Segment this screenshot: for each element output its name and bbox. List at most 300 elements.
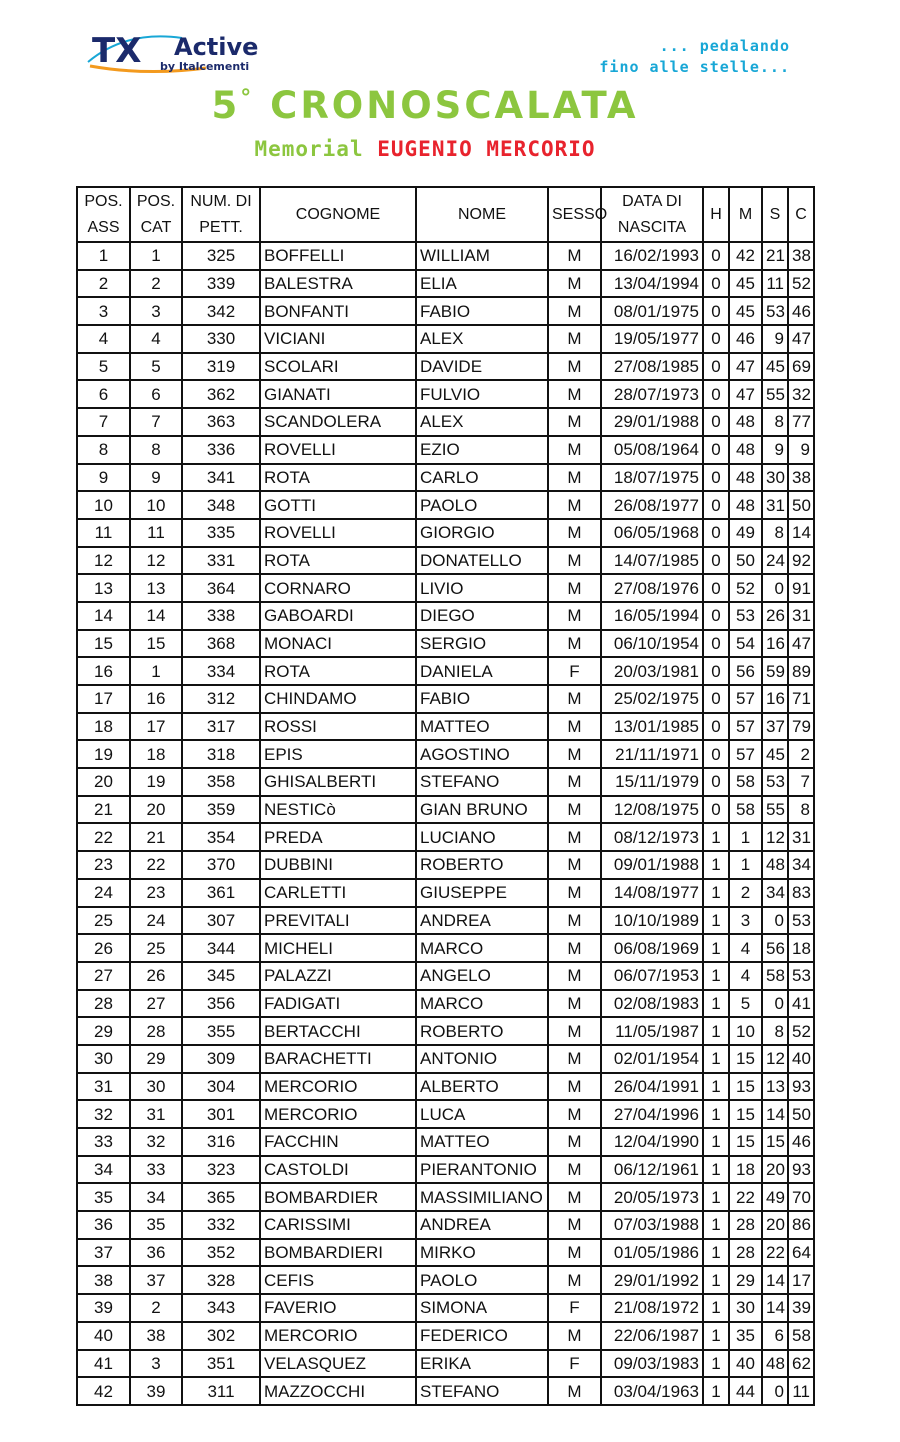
cell-pos-cat: 31: [130, 1100, 182, 1128]
cell-hours: 0: [703, 436, 729, 464]
cell-hours: 1: [703, 934, 729, 962]
cell-seconds: 0: [762, 574, 788, 602]
cell-minutes: 18: [729, 1156, 762, 1184]
cell-bib-number: 361: [182, 879, 260, 907]
cell-seconds: 45: [762, 353, 788, 381]
cell-hours: 0: [703, 547, 729, 575]
cell-birth-date: 09/01/1988: [601, 851, 703, 879]
table-row: [77, 823, 814, 851]
cell-pos-cat: 22: [130, 851, 182, 879]
cell-seconds: 14: [762, 1100, 788, 1128]
cell-surname: PALAZZI: [260, 962, 416, 990]
table-row: [77, 1183, 814, 1211]
cell-first-name: PAOLO: [416, 491, 548, 519]
cell-bib-number: 342: [182, 297, 260, 325]
cell-sex: M: [548, 491, 601, 519]
cell-bib-number: 351: [182, 1350, 260, 1378]
cell-hundredths: 53: [788, 962, 814, 990]
cell-first-name: LUCIANO: [416, 823, 548, 851]
cell-first-name: MATTEO: [416, 1128, 548, 1156]
header-bib-number-line: NUM. DI: [190, 192, 252, 210]
cell-minutes: 49: [729, 519, 762, 547]
cell-first-name: PIERANTONIO: [416, 1156, 548, 1184]
cell-pos-cat: 33: [130, 1156, 182, 1184]
cell-bib-number: 325: [182, 242, 260, 270]
cell-surname: BOFFELLI: [260, 242, 416, 270]
cell-first-name: MIRKO: [416, 1239, 548, 1267]
cell-birth-date: 12/04/1990: [601, 1128, 703, 1156]
cell-seconds: 9: [762, 436, 788, 464]
cell-first-name: MARCO: [416, 990, 548, 1018]
cell-hundredths: 79: [788, 713, 814, 741]
cell-hundredths: 71: [788, 685, 814, 713]
header-sex-line: SESSO: [552, 205, 608, 223]
header-pos-ass: [77, 187, 130, 242]
cell-birth-date: 22/06/1987: [601, 1322, 703, 1350]
cell-birth-date: 06/05/1968: [601, 519, 703, 547]
cell-seconds: 11: [762, 270, 788, 298]
cell-bib-number: 317: [182, 713, 260, 741]
cell-first-name: ALEX: [416, 408, 548, 436]
cell-bib-number: 323: [182, 1156, 260, 1184]
cell-hours: 0: [703, 574, 729, 602]
cell-pos-ass: 4: [77, 325, 130, 353]
cell-pos-cat: 18: [130, 740, 182, 768]
cell-pos-cat: 3: [130, 1350, 182, 1378]
cell-bib-number: 348: [182, 491, 260, 519]
cell-birth-date: 18/07/1975: [601, 464, 703, 492]
cell-first-name: PAOLO: [416, 1266, 548, 1294]
cell-hours: 1: [703, 990, 729, 1018]
table-row: [77, 1073, 814, 1101]
cell-pos-cat: 26: [130, 962, 182, 990]
cell-pos-cat: 30: [130, 1073, 182, 1101]
cell-hours: 0: [703, 685, 729, 713]
cell-sex: M: [548, 740, 601, 768]
cell-pos-ass: 19: [77, 740, 130, 768]
cell-bib-number: 319: [182, 353, 260, 381]
cell-bib-number: 365: [182, 1183, 260, 1211]
cell-surname: GHISALBERTI: [260, 768, 416, 796]
cell-pos-cat: 4: [130, 325, 182, 353]
cell-pos-ass: 34: [77, 1156, 130, 1184]
cell-bib-number: 331: [182, 547, 260, 575]
cell-birth-date: 29/01/1992: [601, 1266, 703, 1294]
cell-hundredths: 89: [788, 657, 814, 685]
cell-sex: M: [548, 574, 601, 602]
cell-hundredths: 8: [788, 796, 814, 824]
cell-first-name: MATTEO: [416, 713, 548, 741]
tagline-line-2: fino alle stelle...: [599, 58, 790, 76]
cell-first-name: ANGELO: [416, 962, 548, 990]
logo-active-text: Active: [174, 33, 259, 61]
cell-hours: 0: [703, 242, 729, 270]
table-row: [77, 768, 814, 796]
cell-hundredths: 52: [788, 1017, 814, 1045]
cell-sex: M: [548, 1017, 601, 1045]
cell-pos-ass: 36: [77, 1211, 130, 1239]
cell-sex: M: [548, 713, 601, 741]
cell-seconds: 6: [762, 1322, 788, 1350]
cell-pos-cat: 2: [130, 1294, 182, 1322]
cell-minutes: 4: [729, 934, 762, 962]
cell-surname: GOTTI: [260, 491, 416, 519]
cell-seconds: 56: [762, 934, 788, 962]
cell-surname: GIANATI: [260, 380, 416, 408]
cell-birth-date: 10/10/1989: [601, 907, 703, 935]
cell-bib-number: 356: [182, 990, 260, 1018]
cell-bib-number: 332: [182, 1211, 260, 1239]
cell-pos-cat: 9: [130, 464, 182, 492]
cell-first-name: FULVIO: [416, 380, 548, 408]
cell-pos-ass: 15: [77, 630, 130, 658]
cell-minutes: 15: [729, 1100, 762, 1128]
cell-birth-date: 28/07/1973: [601, 380, 703, 408]
cell-pos-cat: 2: [130, 270, 182, 298]
cell-hundredths: 77: [788, 408, 814, 436]
cell-pos-cat: 28: [130, 1017, 182, 1045]
table-row: [77, 1211, 814, 1239]
cell-seconds: 14: [762, 1294, 788, 1322]
cell-pos-cat: 35: [130, 1211, 182, 1239]
cell-hours: 1: [703, 907, 729, 935]
cell-surname: FADIGATI: [260, 990, 416, 1018]
cell-pos-cat: 5: [130, 353, 182, 381]
cell-pos-ass: 1: [77, 242, 130, 270]
cell-first-name: FABIO: [416, 685, 548, 713]
cell-surname: BONFANTI: [260, 297, 416, 325]
table-row: [77, 879, 814, 907]
cell-sex: M: [548, 1266, 601, 1294]
header-minutes-line: M: [738, 205, 753, 223]
cell-hundredths: 50: [788, 1100, 814, 1128]
header-bib-number-line: PETT.: [199, 218, 243, 236]
cell-sex: M: [548, 242, 601, 270]
cell-first-name: DAVIDE: [416, 353, 548, 381]
header-bib-number: [182, 187, 260, 242]
table-row: [77, 1156, 814, 1184]
table-row: [77, 1266, 814, 1294]
cell-minutes: 15: [729, 1128, 762, 1156]
table-row: [77, 574, 814, 602]
cell-birth-date: 07/03/1988: [601, 1211, 703, 1239]
cell-first-name: GIORGIO: [416, 519, 548, 547]
cell-surname: CASTOLDI: [260, 1156, 416, 1184]
cell-sex: M: [548, 1322, 601, 1350]
cell-birth-date: 11/05/1987: [601, 1017, 703, 1045]
cell-hours: 0: [703, 519, 729, 547]
cell-hours: 1: [703, 1156, 729, 1184]
cell-hundredths: 46: [788, 1128, 814, 1156]
cell-first-name: STEFANO: [416, 1377, 548, 1405]
cell-pos-ass: 24: [77, 879, 130, 907]
cell-bib-number: 316: [182, 1128, 260, 1156]
cell-hundredths: 40: [788, 1045, 814, 1073]
subtitle-memorial: Memorial: [254, 137, 378, 161]
cell-first-name: CARLO: [416, 464, 548, 492]
cell-seconds: 53: [762, 768, 788, 796]
header-first-name-line: NOME: [458, 205, 506, 223]
cell-pos-cat: 1: [130, 242, 182, 270]
cell-minutes: 15: [729, 1045, 762, 1073]
cell-sex: M: [548, 1073, 601, 1101]
cell-hours: 1: [703, 1100, 729, 1128]
cell-hours: 1: [703, 1017, 729, 1045]
cell-hours: 1: [703, 851, 729, 879]
cell-pos-cat: 27: [130, 990, 182, 1018]
table-row: [77, 713, 814, 741]
cell-hundredths: 7: [788, 768, 814, 796]
cell-hundredths: 93: [788, 1156, 814, 1184]
cell-surname: EPIS: [260, 740, 416, 768]
cell-pos-ass: 8: [77, 436, 130, 464]
cell-minutes: 45: [729, 297, 762, 325]
table-row: [77, 990, 814, 1018]
cell-sex: M: [548, 768, 601, 796]
cell-bib-number: 339: [182, 270, 260, 298]
cell-pos-ass: 23: [77, 851, 130, 879]
cell-sex: M: [548, 297, 601, 325]
cell-surname: DUBBINI: [260, 851, 416, 879]
cell-pos-ass: 16: [77, 657, 130, 685]
cell-hours: 1: [703, 1322, 729, 1350]
cell-hundredths: 32: [788, 380, 814, 408]
cell-birth-date: 05/08/1964: [601, 436, 703, 464]
cell-minutes: 47: [729, 380, 762, 408]
header-pos-ass-line: ASS: [87, 218, 120, 236]
cell-seconds: 30: [762, 464, 788, 492]
cell-sex: M: [548, 1100, 601, 1128]
title-number: 5: [211, 84, 241, 127]
cell-pos-cat: 11: [130, 519, 182, 547]
cell-hundredths: 86: [788, 1211, 814, 1239]
cell-first-name: LIVIO: [416, 574, 548, 602]
cell-first-name: ELIA: [416, 270, 548, 298]
cell-first-name: MARCO: [416, 934, 548, 962]
cell-bib-number: 362: [182, 380, 260, 408]
cell-hours: 1: [703, 1350, 729, 1378]
header-surname-line: COGNOME: [295, 205, 381, 223]
cell-bib-number: 343: [182, 1294, 260, 1322]
cell-surname: MERCORIO: [260, 1322, 416, 1350]
cell-surname: MICHELI: [260, 934, 416, 962]
cell-sex: M: [548, 1156, 601, 1184]
cell-bib-number: 338: [182, 602, 260, 630]
table-row: [77, 962, 814, 990]
header-sex: [548, 187, 608, 242]
cell-pos-ass: 13: [77, 574, 130, 602]
cell-birth-date: 20/03/1981: [601, 657, 703, 685]
table-row: [77, 547, 814, 575]
cell-sex: F: [548, 1294, 601, 1322]
cell-minutes: 58: [729, 796, 762, 824]
cell-sex: M: [548, 1239, 601, 1267]
cell-hundredths: 38: [788, 242, 814, 270]
cell-birth-date: 19/05/1977: [601, 325, 703, 353]
tx-active-logo: [86, 22, 326, 82]
cell-bib-number: 336: [182, 436, 260, 464]
cell-first-name: FEDERICO: [416, 1322, 548, 1350]
cell-birth-date: 08/01/1975: [601, 297, 703, 325]
cell-pos-cat: 17: [130, 713, 182, 741]
header-pos-cat-line: CAT: [140, 218, 172, 236]
cell-seconds: 48: [762, 851, 788, 879]
cell-pos-cat: 13: [130, 574, 182, 602]
cell-hundredths: 69: [788, 353, 814, 381]
cell-birth-date: 25/02/1975: [601, 685, 703, 713]
cell-sex: M: [548, 547, 601, 575]
cell-first-name: SIMONA: [416, 1294, 548, 1322]
cell-bib-number: 352: [182, 1239, 260, 1267]
cell-hundredths: 31: [788, 602, 814, 630]
cell-surname: MAZZOCCHI: [260, 1377, 416, 1405]
cell-birth-date: 21/11/1971: [601, 740, 703, 768]
cell-seconds: 20: [762, 1211, 788, 1239]
header-pos-cat-line: POS.: [136, 192, 176, 210]
cell-pos-ass: 6: [77, 380, 130, 408]
header-surname: [260, 187, 416, 242]
cell-first-name: STEFANO: [416, 768, 548, 796]
cell-surname: MONACI: [260, 630, 416, 658]
table-row: [77, 297, 814, 325]
cell-hundredths: 93: [788, 1073, 814, 1101]
cell-seconds: 16: [762, 685, 788, 713]
cell-hours: 0: [703, 630, 729, 658]
cell-hundredths: 17: [788, 1266, 814, 1294]
cell-sex: M: [548, 934, 601, 962]
cell-minutes: 45: [729, 270, 762, 298]
cell-hours: 0: [703, 796, 729, 824]
table-row: [77, 907, 814, 935]
cell-hundredths: 64: [788, 1239, 814, 1267]
cell-pos-ass: 7: [77, 408, 130, 436]
cell-pos-cat: 23: [130, 879, 182, 907]
cell-seconds: 12: [762, 823, 788, 851]
cell-hours: 1: [703, 1377, 729, 1405]
cell-first-name: EZIO: [416, 436, 548, 464]
cell-minutes: 48: [729, 436, 762, 464]
header-hours-line: H: [710, 205, 722, 223]
cell-seconds: 12: [762, 1045, 788, 1073]
table-row: [77, 1239, 814, 1267]
cell-birth-date: 02/08/1983: [601, 990, 703, 1018]
table-row: [77, 408, 814, 436]
cell-bib-number: 304: [182, 1073, 260, 1101]
cell-minutes: 35: [729, 1322, 762, 1350]
cell-birth-date: 15/11/1979: [601, 768, 703, 796]
cell-hours: 0: [703, 325, 729, 353]
cell-first-name: ALBERTO: [416, 1073, 548, 1101]
cell-birth-date: 14/07/1985: [601, 547, 703, 575]
cell-seconds: 59: [762, 657, 788, 685]
table-row: [77, 491, 814, 519]
cell-birth-date: 16/02/1993: [601, 242, 703, 270]
cell-surname: BARACHETTI: [260, 1045, 416, 1073]
cell-pos-cat: 25: [130, 934, 182, 962]
cell-minutes: 53: [729, 602, 762, 630]
cell-hours: 0: [703, 602, 729, 630]
table-row: [77, 851, 814, 879]
cell-birth-date: 09/03/1983: [601, 1350, 703, 1378]
cell-surname: BOMBARDIERI: [260, 1239, 416, 1267]
cell-first-name: ERIKA: [416, 1350, 548, 1378]
cell-seconds: 22: [762, 1239, 788, 1267]
cell-birth-date: 14/08/1977: [601, 879, 703, 907]
cell-sex: M: [548, 270, 601, 298]
table-row: [77, 1017, 814, 1045]
page-subtitle: [150, 137, 700, 161]
cell-seconds: 31: [762, 491, 788, 519]
cell-hundredths: 2: [788, 740, 814, 768]
cell-surname: BOMBARDIER: [260, 1183, 416, 1211]
cell-bib-number: 359: [182, 796, 260, 824]
cell-hours: 0: [703, 297, 729, 325]
cell-surname: FAVERIO: [260, 1294, 416, 1322]
cell-minutes: 1: [729, 823, 762, 851]
cell-pos-ass: 2: [77, 270, 130, 298]
cell-seconds: 8: [762, 1017, 788, 1045]
cell-first-name: ALEX: [416, 325, 548, 353]
cell-surname: ROSSI: [260, 713, 416, 741]
cell-sex: M: [548, 879, 601, 907]
cell-first-name: ANDREA: [416, 907, 548, 935]
table-row: [77, 270, 814, 298]
cell-minutes: 46: [729, 325, 762, 353]
cell-seconds: 0: [762, 907, 788, 935]
cell-pos-ass: 41: [77, 1350, 130, 1378]
cell-pos-ass: 31: [77, 1073, 130, 1101]
cell-bib-number: 318: [182, 740, 260, 768]
cell-sex: M: [548, 907, 601, 935]
cell-pos-cat: 12: [130, 547, 182, 575]
cell-birth-date: 27/04/1996: [601, 1100, 703, 1128]
cell-surname: ROTA: [260, 547, 416, 575]
cell-birth-date: 01/05/1986: [601, 1239, 703, 1267]
cell-sex: M: [548, 1211, 601, 1239]
cell-hours: 0: [703, 408, 729, 436]
cell-first-name: GIUSEPPE: [416, 879, 548, 907]
cell-bib-number: 345: [182, 962, 260, 990]
cell-pos-ass: 35: [77, 1183, 130, 1211]
cell-pos-ass: 22: [77, 823, 130, 851]
cell-pos-cat: 10: [130, 491, 182, 519]
cell-sex: M: [548, 408, 601, 436]
cell-hundredths: 83: [788, 879, 814, 907]
cell-seconds: 0: [762, 990, 788, 1018]
header-minutes: [729, 187, 762, 242]
header-first-name: [416, 187, 548, 242]
cell-sex: M: [548, 519, 601, 547]
cell-surname: CHINDAMO: [260, 685, 416, 713]
cell-hundredths: 92: [788, 547, 814, 575]
cell-surname: PREVITALI: [260, 907, 416, 935]
table-row: [77, 1350, 814, 1378]
header-hundredths: [788, 187, 814, 242]
table-row: [77, 464, 814, 492]
cell-bib-number: 335: [182, 519, 260, 547]
cell-seconds: 21: [762, 242, 788, 270]
cell-sex: M: [548, 1128, 601, 1156]
cell-bib-number: 354: [182, 823, 260, 851]
cell-hundredths: 58: [788, 1322, 814, 1350]
table-row: [77, 242, 814, 270]
cell-sex: M: [548, 1045, 601, 1073]
cell-hundredths: 47: [788, 325, 814, 353]
cell-birth-date: 20/05/1973: [601, 1183, 703, 1211]
cell-surname: GABOARDI: [260, 602, 416, 630]
cell-birth-date: 13/01/1985: [601, 713, 703, 741]
cell-minutes: 50: [729, 547, 762, 575]
